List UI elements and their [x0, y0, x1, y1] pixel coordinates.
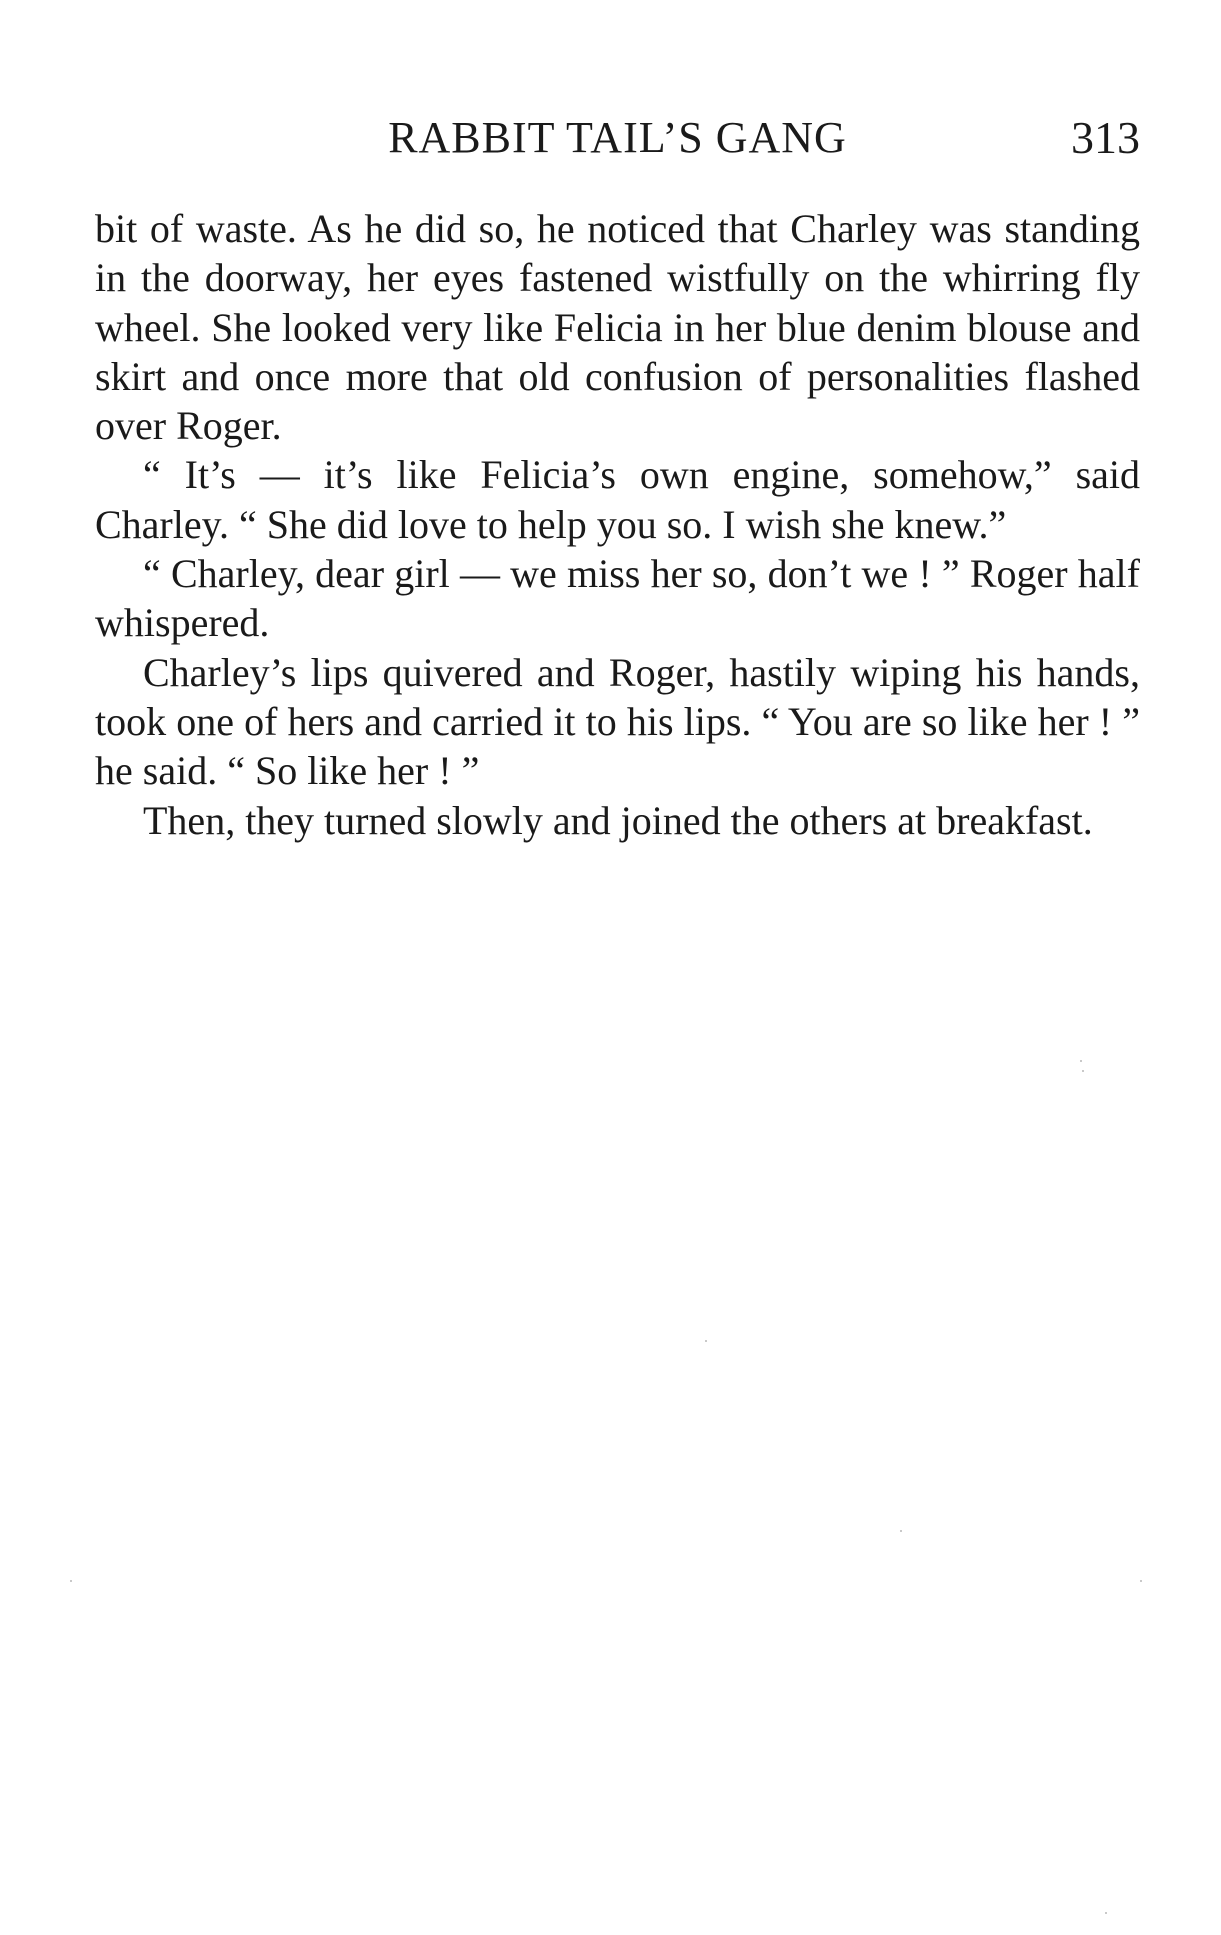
body-text — [95, 204, 1140, 845]
paragraph-1: bit of waste. As he did so, he noticed that Charley was standing in the doorway, her eyes fastened wistfully on the whirring fly wheel. She looked very like Felicia in her blue denim blouse and skirt and once more that old confusion of personalities flashed over Roger. — [95, 206, 1140, 449]
page-number: 313 — [1071, 112, 1140, 163]
paper-speck — [900, 1530, 902, 1532]
paragraph-3: “ Charley, dear girl — we miss her so, don’t we ! ” Roger half whispered. — [95, 551, 1140, 646]
paper-speck — [1082, 1070, 1084, 1072]
paragraph-2: “ It’s — it’s like Felicia’s own engine, somehow,” said Charley. “ She did love to help you so. I wish she knew.” — [95, 452, 1140, 547]
paragraph-4: Charley’s lips quivered and Roger, hastily wiping his hands, took one of hers and carried it to his lips. “ You are so like her ! ” he said. “ So like her ! ” — [95, 649, 1140, 794]
paper-speck — [1140, 1580, 1142, 1582]
paper-speck — [1080, 1060, 1082, 1062]
running-header — [95, 108, 1140, 168]
paper-speck — [1105, 1912, 1107, 1914]
paragraph-5: Then, they turned slowly and joined the others at breakfast. — [143, 797, 1093, 843]
paper-speck — [705, 1340, 707, 1342]
running-title: RABBIT TAIL’S GANG — [388, 113, 847, 162]
paper-speck — [70, 1580, 72, 1582]
